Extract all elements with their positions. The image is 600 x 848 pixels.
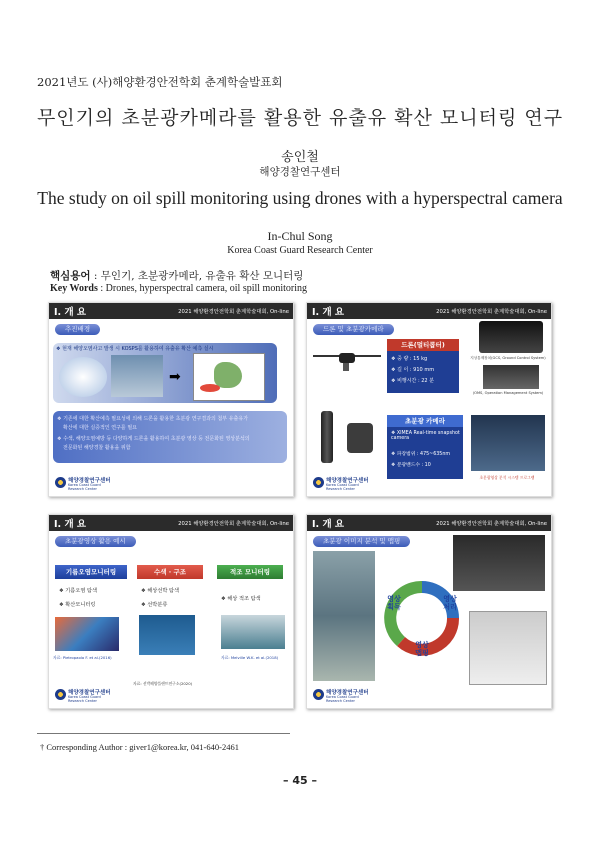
category-header-oil: 기름오염모니터링: [55, 565, 127, 579]
paper-title-english: The study on oil spill monitoring using drones with a hyperspectral camera: [37, 188, 563, 208]
drone-spec-title: 드론(멀티콥터): [387, 339, 459, 351]
bullet-text: ❖ 수색, 해양오염예방 등 다양하게 드론을 활용하여 초분광 영상 등 전문화된 영상분석의: [57, 436, 250, 442]
affiliation-english: Korea Coast Guard Research Center: [227, 245, 373, 256]
slide-background: [306, 514, 552, 709]
mapping-screens: [469, 611, 547, 685]
cycle-label: 영상 맵핑: [415, 641, 429, 657]
slide-heading: I. 개 요: [312, 519, 345, 530]
citation: 자료: 선박해양플랜트연구소(2020): [133, 681, 193, 686]
category-header-rescue: 수색 · 구조: [137, 565, 203, 579]
category-item: ❖ 해상선박 탐색: [141, 588, 180, 594]
oms-computer-photo: [483, 365, 539, 389]
cycle-label: 영상 획득: [387, 595, 401, 611]
slide-header-bar: [49, 515, 293, 531]
footnote: † Corresponding Author : giver1@korea.kr, 041-640-2461: [40, 742, 239, 752]
slide-header-bar: [307, 303, 551, 319]
drone-photo: [313, 347, 381, 373]
kcg-logo: 해양경찰연구센터 Korea Coast Guard Research Center: [313, 476, 373, 490]
spec-line: ❖ 분광밴드수 : 10: [391, 463, 431, 468]
camera-lens-photo: [347, 423, 373, 453]
slide-conference-tag: 2021 해양환경안전학회 춘계학술대회, On-line: [436, 309, 547, 315]
aerial-photos: [313, 551, 375, 681]
author-korean: 송인철: [281, 150, 319, 165]
conference-header: 2021년도 (사)해양환경안전학회 춘계학술발표회: [37, 75, 283, 89]
cycle-label: 영상 처리: [443, 595, 457, 611]
paper-title-korean: 무인기의 초분광카메라를 활용한 유출유 확산 모니터링 연구: [36, 107, 564, 129]
page-number: – 45 –: [283, 774, 317, 787]
slide-subtitle: 드론 및 초분광카메라: [313, 324, 394, 335]
red-tide-image: [221, 615, 285, 649]
prediction-map: [193, 353, 265, 401]
bullet-text: 전문화된 해양경찰 활용을 위함: [63, 445, 131, 451]
spec-line: ❖ XIMEA Real-time snapshot camera: [391, 431, 460, 441]
kcg-logo: 해양경찰연구센터 Korea Coast Guard Research Center: [313, 688, 373, 702]
keywords-english: Key Words : Drones, hyperspectral camera, oil spill monitoring: [50, 283, 308, 294]
kcg-logo: 해양경찰연구센터 Korea Coast Guard Research Center: [55, 476, 115, 490]
software-screenshot: [471, 415, 545, 471]
spec-line: ❖ 비행시간 : 22 분: [391, 378, 435, 384]
slide-background: [48, 514, 294, 709]
citation: 자료: Melville W.K. et al.(2018): [221, 655, 279, 660]
bullet-panel: [53, 411, 287, 463]
slide-header-bar: [49, 303, 293, 319]
spec-line: ❖ 파장범위 : 475~635nm: [391, 452, 451, 457]
oil-spill-image: [55, 617, 119, 651]
aerial-photo: [111, 355, 163, 397]
ship-detection-image: [139, 615, 195, 655]
bullet-text: 확산에 대한 실증적인 연구를 필요: [63, 425, 137, 431]
spec-line: ❖ 중 량 : 15 kg: [391, 356, 428, 362]
camera-spec-title: 초분광 카메라: [387, 415, 463, 427]
category-header-redtide: 적조 모니터링: [217, 565, 283, 579]
slide-subtitle: 추진배경: [55, 324, 100, 335]
software-caption: 초분광영상 분석 시스템 프로그램: [479, 475, 535, 480]
slide-conference-tag: 2021 해양환경안전학회 춘계학술대회, On-line: [178, 309, 289, 315]
kcg-logo: 해양경찰연구센터 Korea Coast Guard Research Center: [55, 688, 115, 702]
slide-subtitle: 초분광 이미지 분석 및 맵핑: [313, 536, 410, 547]
camera-spec-panel: [387, 415, 463, 479]
slide-header-bar: [307, 515, 551, 531]
gcs-caption: 지상통제장치(GCS, Ground Control System): [470, 356, 546, 360]
slide-conference-tag: 2021 해양환경안전학회 춘계학술대회, On-line: [436, 521, 547, 527]
gcs-controller-photo: [479, 321, 543, 353]
background-panel: [53, 343, 277, 403]
category-item: ❖ 해상 적조 탐색: [221, 596, 261, 602]
category-item: ❖ 기름오염 탐색: [59, 588, 98, 594]
author-english: In-Chul Song: [267, 229, 333, 243]
footnote-divider: [37, 733, 290, 734]
oil-spread-shape: [200, 384, 220, 392]
land-shape: [214, 362, 242, 388]
sea-photo: [59, 357, 107, 397]
slide-background: [306, 302, 552, 497]
affiliation-korean: 해양경찰연구센터: [259, 166, 341, 178]
cycle-segment: [384, 581, 422, 646]
slide-background: [48, 302, 294, 497]
hyperspectral-camera-photo: [321, 411, 333, 463]
citation: 자료: Pietropaolo F. et al.(2016): [53, 655, 112, 660]
spec-line: ❖ 길 이 : 910 mm: [391, 367, 435, 373]
bullet-text: ❖ 현재 해양오염사고 발생 시 KOSPS를 활용하여 유출유 확산 예측 실시: [56, 346, 214, 352]
slide-heading: I. 개 요: [54, 519, 87, 530]
slide-subtitle: 초분광영상 활용 예시: [55, 536, 136, 547]
oms-caption: (OMS, Operation Management System): [472, 391, 544, 395]
category-item: ❖ 확산모니터링: [59, 602, 96, 608]
slide-conference-tag: 2021 해양환경안전학회 춘계학술대회, On-line: [178, 521, 289, 527]
category-item: ❖ 선박분류: [141, 602, 168, 608]
drone-spec-panel: [387, 339, 459, 393]
arrow-right-icon: ➡: [169, 369, 181, 385]
slide-heading: I. 개 요: [312, 307, 345, 318]
keywords-korean: 핵심용어 : 무인기, 초분광카메라, 유출유 확산 모니터링: [50, 270, 304, 282]
bullet-text: ❖ 기존에 대한 확산예측 필요성에 의해 드론을 활용한 초분광 연구결과의 첨부 유출유가: [57, 416, 249, 422]
slide-heading: I. 개 요: [54, 307, 87, 318]
